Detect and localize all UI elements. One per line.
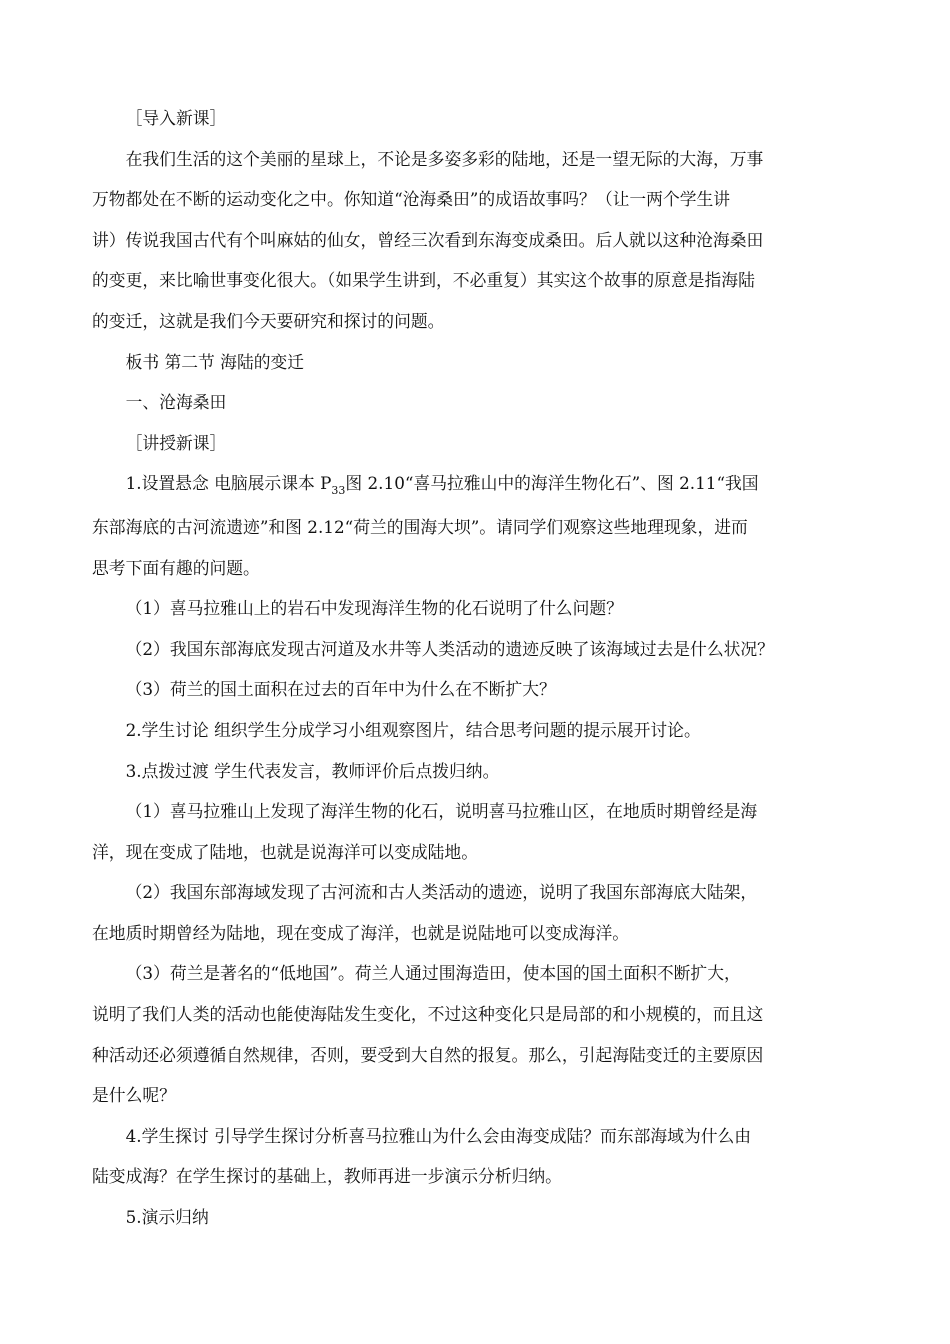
step-5-heading: 5.演示归纳 [125, 1207, 209, 1228]
question-3: （3）荷兰的国土面积在过去的百年中为什么在不断扩大？ [125, 679, 556, 700]
section-heading: 一、沧海桑田 [125, 392, 227, 413]
document-page [92, 98, 862, 1238]
step-1-text: 1.设置悬念 电脑展示课本 P [125, 473, 332, 494]
answer-3: （3）荷兰是著名的“低地国”。荷兰人通过围海造田，使本国的国土面积不断扩大， 说明了我们人类的活动也能使海陆发生变化，不过这种变化只是局部的和小规模的，而且这 种活动还必须遵循自然规律，否则，要受到大自然的报复。那么，引起海陆变迁的主要原因 是什么呢？ [92, 963, 764, 1106]
step-2-paragraph: 2.学生讨论 组织学生分成学习小组观察图片，结合思考问题的提示展开讨论。 [125, 719, 701, 740]
heading-intro: ［导入新课］ [125, 108, 227, 128]
intro-paragraph: 在我们生活的这个美丽的星球上，不论是多姿多彩的陆地，还是一望无际的大海，万事 万物都处在不断的运动变化之中。你知道“沧海桑田”的成语故事吗？（让一两个学生讲 讲）传说我国古代有个叫麻姑的仙女，曾经三次看到东海变成桑田。后人就以这种沧海桑田 的变更，来比喻世事变化很大。（如果学生讲到，不必重复）其实这个故事的原意是指海陆 的变迁，这就是我们今天要研究和探讨的问题。 [92, 148, 764, 331]
question-2: （2）我国东部海底发现古河道及水井等人类活动的遗迹反映了该海域过去是什么状况？ [125, 638, 774, 659]
step-3-paragraph: 3.点拨过渡 学生代表发言，教师评价后点拨归纳。 [125, 760, 500, 781]
board-title: 板书 第二节 海陆的变迁 [125, 351, 305, 372]
step-4-paragraph: 4.学生探讨 引导学生探讨分析喜马拉雅山为什么会由海变成陆？而东部海域为什么由 陆变成海？在学生探讨的基础上，教师再进一步演示分析归纳。 [92, 1125, 752, 1187]
heading-lecture: ［讲授新课］ [125, 432, 227, 453]
page-subscript: 33 [331, 484, 346, 498]
answer-2: （2）我国东部海域发现了古河流和古人类活动的遗迹，说明了我国东部海底大陆架， 在地质时期曾经为陆地，现在变成了海洋，也就是说陆地可以变成海洋。 [92, 882, 758, 943]
step-1-text-cont: 图 2.10“喜马拉雅山中的海洋生物化石”、图 2.11“我国 [345, 473, 759, 494]
answer-1: （1）喜马拉雅山上发现了海洋生物的化石，说明喜马拉雅山区，在地质时期曾经是海 洋，现在变成了陆地，也就是说海洋可以变成陆地。 [92, 801, 758, 862]
step-1-paragraph: 1.设置悬念 电脑展示课本 $P_{33}$图 2.10“喜马拉雅山中的海洋生物化石”、图 2.11“我国 东部海底的古河流遗迹”和图 2.12“荷兰的围海大坝”。请同学们观察这些地理现象，进而 思考下面有趣的问题。 [92, 473, 759, 578]
question-1: （1）喜马拉雅山上的岩石中发现海洋生物的化石说明了什么问题？ [125, 598, 623, 619]
